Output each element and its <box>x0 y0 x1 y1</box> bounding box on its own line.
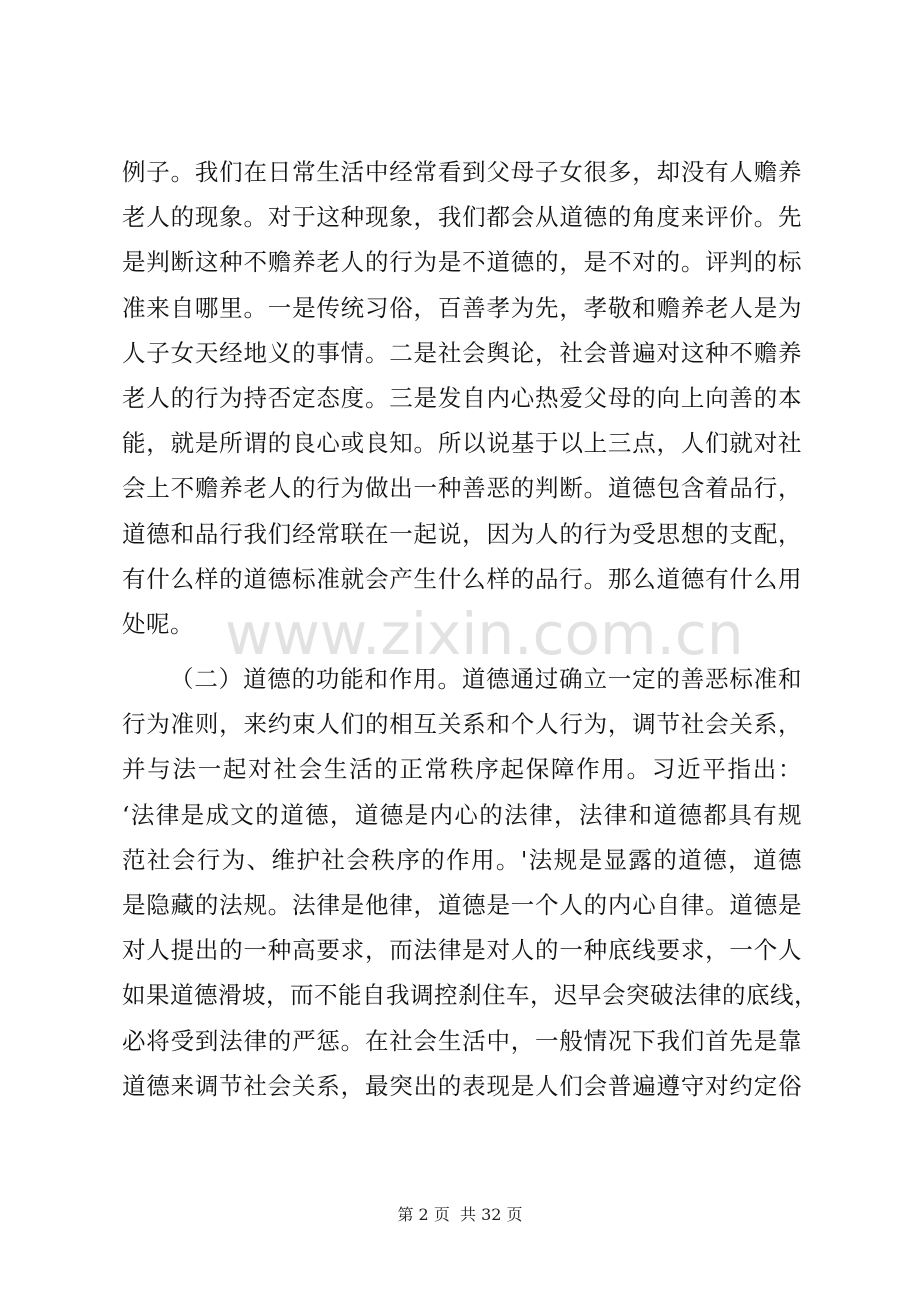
text-line: 对人提出的一种高要求，而法律是对人的一种底线要求，一个人 <box>122 936 802 965</box>
text-line: 人子女天经地义的事情。二是社会舆论，社会普遍对这种不赡养 <box>122 338 802 367</box>
text-line: 道德和品行我们经常联在一起说，因为人的行为受思想的支配， <box>122 519 802 548</box>
text-line: 处呢。 <box>122 609 194 638</box>
text-line: 是隐藏的法规。法律是他律，道德是一个人的内心自律。道德是 <box>122 891 802 919</box>
page-footer: 第 2 页 共 32 页 <box>397 1205 523 1224</box>
paragraph-1 <box>122 150 802 647</box>
paragraph-2 <box>122 657 818 1109</box>
text-line: 有什么样的道德标准就会产生什么样的品行。那么道德有什么用 <box>122 564 802 593</box>
text-line: 例子。我们在日常生活中经常看到父母子女很多，却没有人赡养 <box>122 158 802 186</box>
text-line: 如果道德滑坡，而不能自我调控刹住车，迟早会突破法律的底线， <box>122 981 818 1010</box>
watermark-text: www.zixin.com.cn <box>225 600 744 668</box>
text-line: ‘法律是成文的道德，道德是内心的法律，法律和道德都具有规 <box>122 800 802 829</box>
text-line: 准来自哪里。一是传统习俗，百善孝为先，孝敬和赡养老人是为 <box>122 293 802 322</box>
text-line: 必将受到法律的严惩。在社会生活中，一般情况下我们首先是靠 <box>122 1026 802 1055</box>
text-line: 并与法一起对社会生活的正常秩序起保障作用。习近平指出： <box>122 755 802 784</box>
text-line: 老人的行为持否定态度。三是发自内心热爱父母的向上向善的本 <box>122 383 802 412</box>
text-line: 道德来调节社会关系，最突出的表现是人们会普遍遵守对约定俗 <box>122 1071 802 1100</box>
text-line: 行为准则，来约束人们的相互关系和个人行为，调节社会关系， <box>122 710 802 739</box>
text-line: （二）道德的功能和作用。道德通过确立一定的善恶标准和 <box>170 665 802 694</box>
text-line: 是判断这种不赡养老人的行为是不道德的，是不对的。评判的标 <box>122 248 802 277</box>
text-line: 老人的现象。对于这种现象，我们都会从道德的角度来评价。先 <box>122 203 802 232</box>
text-line: 会上不赡养老人的行为做出一种善恶的判断。道德包含着品行， <box>122 474 802 503</box>
text-line: 能，就是所谓的良心或良知。所以说基于以上三点，人们就对社 <box>122 429 802 458</box>
text-line: 范社会行为、维护社会秩序的作用。'法规是显露的道德，道德 <box>122 845 802 874</box>
